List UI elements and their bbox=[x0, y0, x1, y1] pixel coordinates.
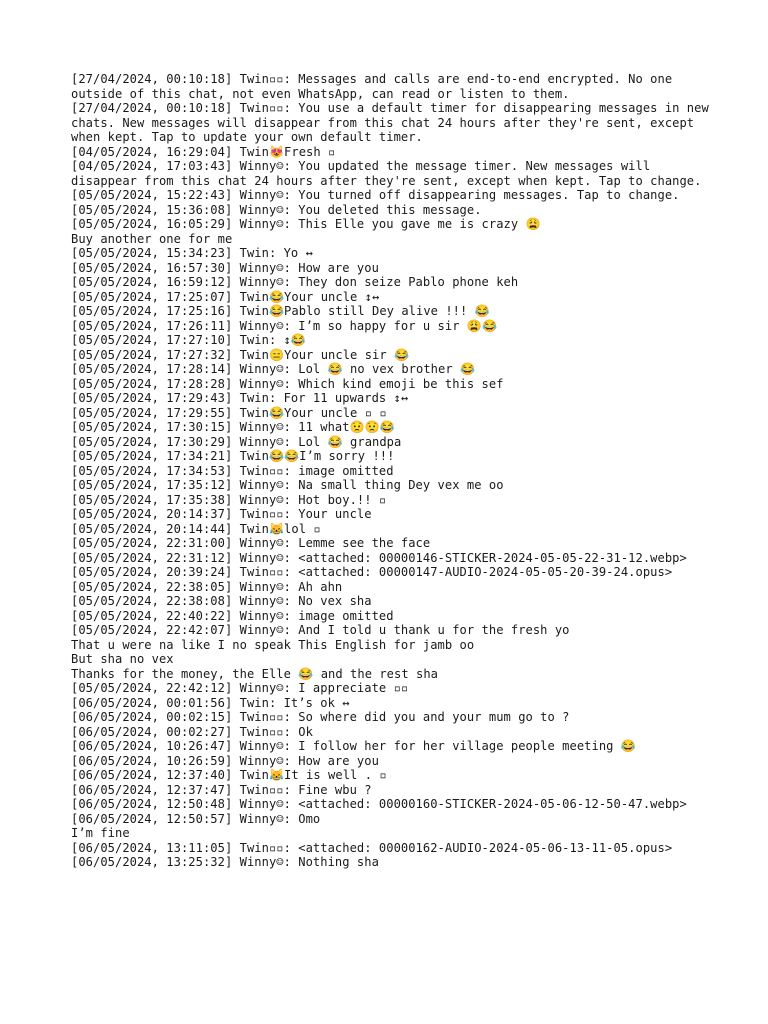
transcript-line: [04/05/2024, 16:29:04] Twin😻Fresh ▫ bbox=[71, 144, 336, 159]
transcript-line: [05/05/2024, 22:42:07] Winny☺: And I told u thank u for the fresh yo bbox=[71, 623, 570, 637]
transcript-line: [05/05/2024, 17:26:11] Winny☺: I’m so happy for u sir 😩😂 bbox=[71, 318, 498, 333]
transcript-line: [05/05/2024, 20:14:44] Twin😹lol ▫ bbox=[71, 521, 321, 536]
chat-transcript bbox=[71, 72, 717, 870]
transcript-line: [06/05/2024, 13:25:32] Winny☺: Nothing sha bbox=[71, 855, 379, 869]
transcript-line: [06/05/2024, 12:37:40] Twin😹It is well . ▫ bbox=[71, 768, 387, 782]
transcript-line: [05/05/2024, 17:28:14] Winny☺: Lol 😂 no vex brother 😂 bbox=[71, 362, 476, 376]
transcript-line: [05/05/2024, 16:57:30] Winny☺: How are you bbox=[71, 260, 379, 275]
transcript-line: [05/05/2024, 17:30:29] Winny☺: Lol 😂 grandpa bbox=[71, 434, 402, 449]
transcript-line: I’m fine bbox=[71, 826, 130, 840]
transcript-line: [05/05/2024, 20:14:37] Twin▫▫: Your uncle bbox=[71, 507, 372, 521]
transcript-line: [05/05/2024, 17:29:43] Twin: For 11 upwards ↕↔ bbox=[71, 391, 409, 405]
transcript-line: [27/04/2024, 00:10:18] Twin▫▫: You use a default timer for disappearing messages in new chats. New messages will disappear from this chat 24 hours after they're sent, except when kept. Tap to update your own default timer. bbox=[71, 101, 717, 144]
transcript-line: [05/05/2024, 17:35:12] Winny☺: Na small thing Dey vex me oo bbox=[71, 478, 504, 492]
transcript-line: [06/05/2024, 12:50:48] Winny☺: <attached: 00000160-STICKER-2024-05-06-12-50-47.webp> bbox=[71, 797, 687, 811]
transcript-line: [04/05/2024, 17:03:43] Winny☺: You updated the message timer. New messages will disappear from this chat 24 hours after they're sent, except when kept. Tap to change. bbox=[71, 159, 702, 188]
transcript-line: [05/05/2024, 17:25:07] Twin😂Your uncle ↕↔ bbox=[71, 289, 380, 304]
transcript-line: [05/05/2024, 17:35:38] Winny☺: Hot boy.!! ▫ bbox=[71, 492, 387, 507]
transcript-line: Buy another one for me bbox=[71, 231, 233, 246]
transcript-line: [05/05/2024, 15:22:43] Winny☺: You turned off disappearing messages. Tap to change. bbox=[71, 188, 680, 202]
transcript-line: [05/05/2024, 15:34:23] Twin: Yo ↔ bbox=[71, 246, 313, 260]
transcript-line: [05/05/2024, 17:28:28] Winny☺: Which kind emoji be this sef bbox=[71, 376, 504, 391]
transcript-line: [05/05/2024, 17:27:32] Twin😑Your uncle sir 😂 bbox=[71, 347, 410, 362]
transcript-line: [05/05/2024, 22:31:12] Winny☺: <attached: 00000146-STICKER-2024-05-05-22-31-12.webp> bbox=[71, 550, 687, 565]
transcript-line: [05/05/2024, 17:25:16] Twin😂Pablo still Dey alive !!! 😂 bbox=[71, 304, 490, 318]
transcript-line: [05/05/2024, 22:42:12] Winny☺: I appreciate ▫▫ bbox=[71, 681, 409, 695]
transcript-line: Thanks for the money, the Elle 😂 and the rest sha bbox=[71, 666, 438, 681]
transcript-line: [06/05/2024, 00:02:27] Twin▫▫: Ok bbox=[71, 724, 313, 739]
transcript-line: But sha no vex bbox=[71, 652, 174, 666]
transcript-line: [05/05/2024, 17:27:10] Twin: ↕😂 bbox=[71, 333, 307, 347]
transcript-line: [05/05/2024, 22:38:05] Winny☺: Ah ahn bbox=[71, 579, 343, 594]
transcript-line: [05/05/2024, 16:59:12] Winny☺: They don seize Pablo phone keh bbox=[71, 275, 519, 289]
transcript-line: [05/05/2024, 22:38:08] Winny☺: No vex sha bbox=[71, 594, 372, 608]
transcript-line: [05/05/2024, 20:39:24] Twin▫▫: <attached: 00000147-AUDIO-2024-05-05-20-39-24.opus> bbox=[71, 565, 673, 579]
transcript-line: [05/05/2024, 16:05:29] Winny☺: This Elle you gave me is crazy 😩 bbox=[71, 217, 541, 231]
transcript-line: [05/05/2024, 15:36:08] Winny☺: You deleted this message. bbox=[71, 202, 482, 217]
transcript-line: [06/05/2024, 00:02:15] Twin▫▫: So where did you and your mum go to ? bbox=[71, 710, 570, 724]
transcript-line: [06/05/2024, 00:01:56] Twin: It’s ok ↔ bbox=[71, 695, 350, 710]
transcript-line: [06/05/2024, 13:11:05] Twin▫▫: <attached: 00000162-AUDIO-2024-05-06-13-11-05.opus> bbox=[71, 840, 673, 855]
transcript-line: [06/05/2024, 10:26:59] Winny☺: How are you bbox=[71, 753, 379, 768]
transcript-line: [05/05/2024, 17:30:15] Winny☺: 11 what😟😟😂 bbox=[71, 420, 395, 434]
transcript-line: [05/05/2024, 17:34:53] Twin▫▫: image omitted bbox=[71, 463, 394, 478]
transcript-line: [06/05/2024, 12:37:47] Twin▫▫: Fine wbu ? bbox=[71, 782, 372, 797]
transcript-line: [05/05/2024, 22:40:22] Winny☺: image omitted bbox=[71, 608, 394, 623]
transcript-line: [27/04/2024, 00:10:18] Twin▫▫: Messages and calls are end-to-end encrypted. No one outside of this chat, not even WhatsApp, can read or listen to them. bbox=[71, 72, 680, 101]
transcript-line: [05/05/2024, 17:29:55] Twin😂Your uncle ▫ ▫ bbox=[71, 405, 387, 420]
transcript-line: [05/05/2024, 17:34:21] Twin😂😂I’m sorry !!! bbox=[71, 449, 395, 463]
transcript-line: [06/05/2024, 10:26:47] Winny☺: I follow her for her village people meeting 😂 bbox=[71, 739, 636, 753]
transcript-line: [06/05/2024, 12:50:57] Winny☺: Omo bbox=[71, 811, 321, 826]
transcript-line: [05/05/2024, 22:31:00] Winny☺: Lemme see the face bbox=[71, 536, 431, 550]
transcript-line: That u were na like I no speak This English for jamb oo bbox=[71, 637, 475, 652]
